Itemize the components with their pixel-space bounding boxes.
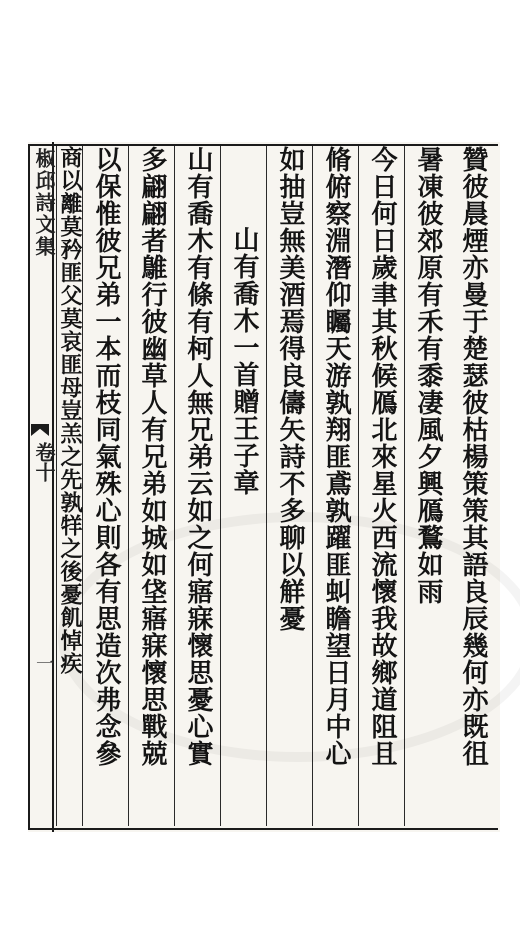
- text-column-3: [358, 146, 405, 826]
- fold-margin: [28, 142, 54, 832]
- column-text: 多翩翩者鵻行彼幽草人有兄弟如城如垡寤寐懷思戰兢: [137, 146, 167, 767]
- column-text: 脩俯察淵潛仰矚天游孰翔匪鳶孰躍匪虯瞻望日月中心: [321, 146, 351, 767]
- column-text: 贊彼晨煙亦曼于楚瑟彼枯楊策策其語良辰幾何亦既徂: [458, 146, 488, 767]
- text-column-1: [450, 146, 496, 826]
- text-column-4: [312, 146, 359, 826]
- page-number: 一: [33, 654, 54, 672]
- column-text: 暑凍彼郊原有禾有黍凄風夕興鴈鶩如雨: [413, 146, 443, 605]
- text-column-10: [56, 146, 83, 826]
- book-title: 椒邱詩文集: [32, 148, 56, 258]
- column-text: 如抽豈無美酒焉得良儔矢詩不多聊以觧憂: [275, 146, 305, 632]
- text-column-6: [220, 146, 267, 826]
- book-page: [28, 142, 500, 832]
- text-column-9: [82, 146, 129, 826]
- column-text: 商以離莫矜匪父莫哀匪母豈羔之先孰䍧之後憂飢悼疾: [57, 146, 83, 675]
- volume-label: 卷十: [32, 442, 56, 482]
- poem-title: 山有喬木一首贈王子章: [229, 226, 259, 496]
- text-column-8: [128, 146, 175, 826]
- column-text: 山有喬木有條有柯人無兄弟云如之何寤寐懷思憂心實: [183, 146, 213, 767]
- text-column-7: [174, 146, 221, 826]
- column-text: 以保惟彼兄弟一本而枝同氣殊心則各有思造次弗念參: [91, 146, 121, 767]
- text-column-5: [266, 146, 313, 826]
- fish-tail-mark: [31, 424, 49, 436]
- text-column-2: [404, 146, 451, 826]
- column-text: 今日何日歲聿其秋候鴈北來星火西流懷我故鄉道阻且: [367, 146, 397, 767]
